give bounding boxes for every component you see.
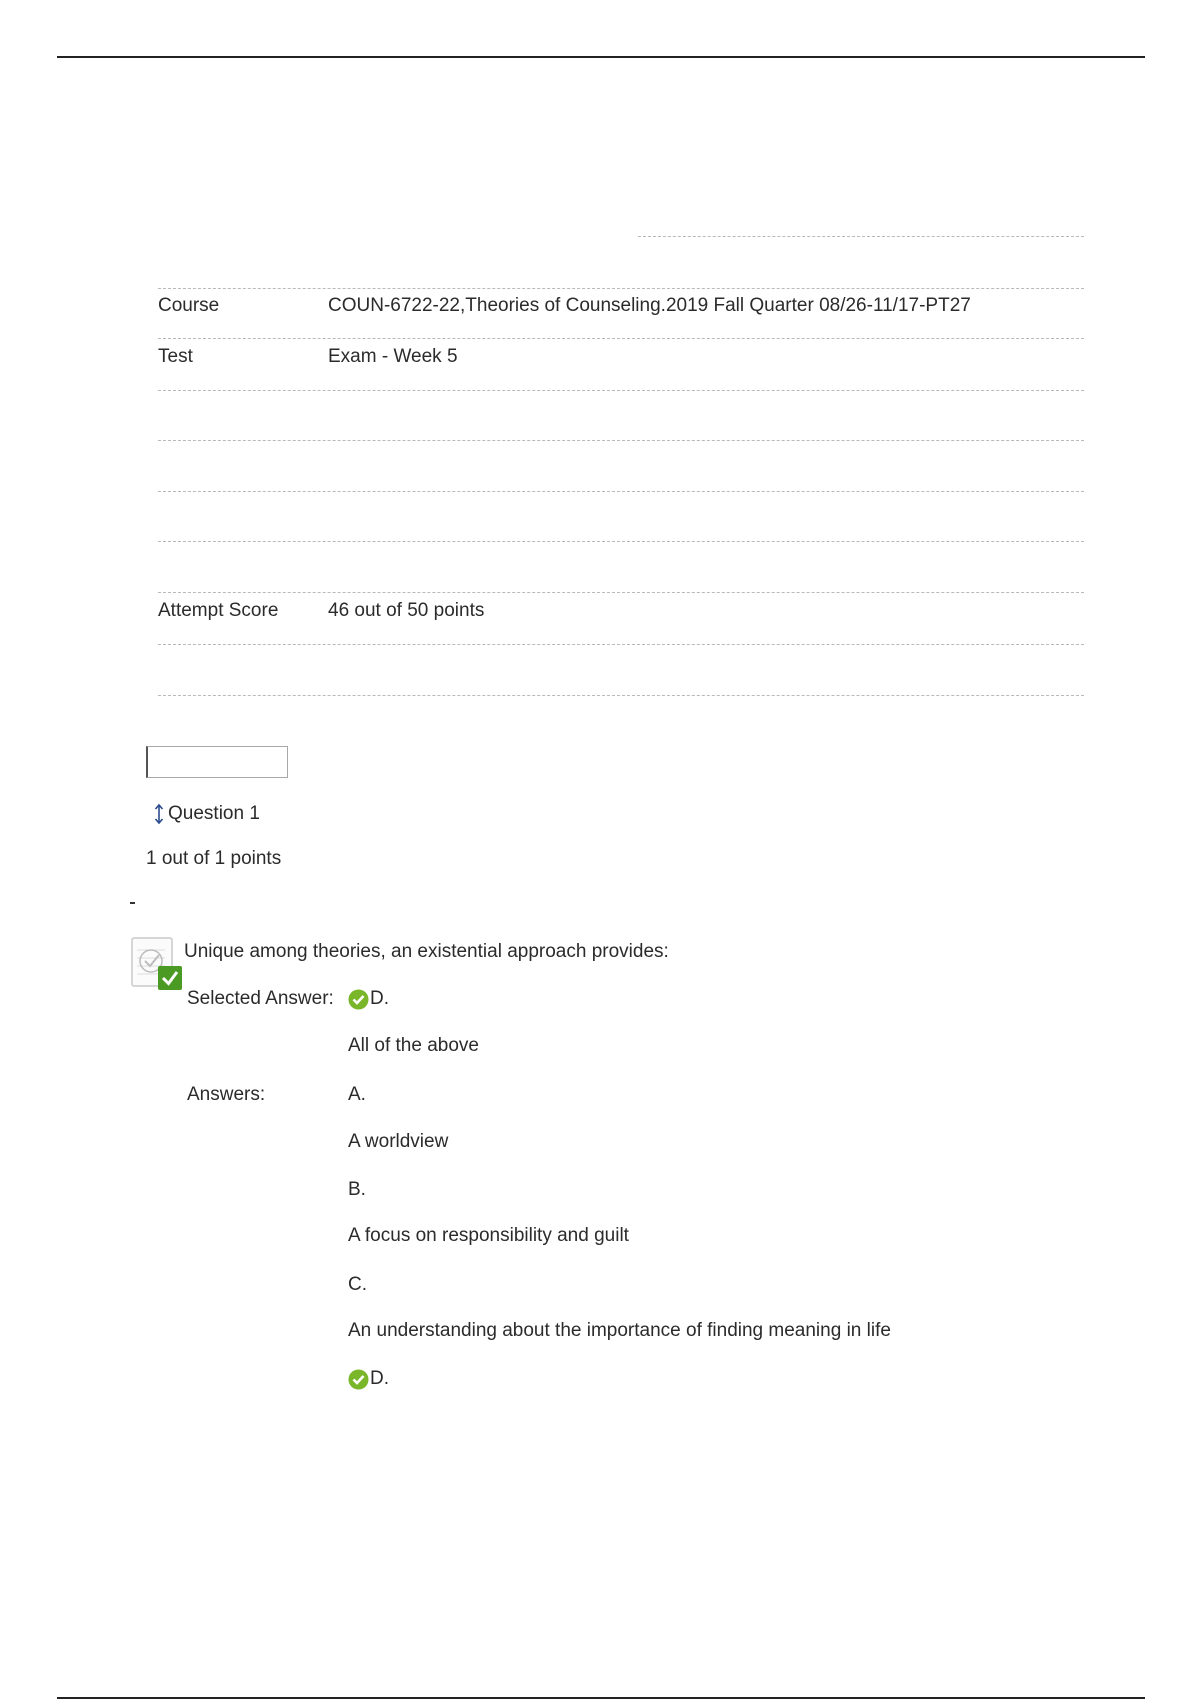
question-title: Question 1 — [168, 803, 260, 824]
answer-text: A worldview — [348, 1131, 449, 1152]
answer-letter: C. — [348, 1274, 367, 1295]
row-separator — [158, 695, 1084, 696]
question-header — [152, 802, 260, 826]
answer-letter: D. — [370, 1368, 389, 1389]
correct-check-icon — [348, 989, 369, 1010]
answer-letter: B. — [348, 1179, 366, 1200]
row-separator — [158, 338, 1084, 339]
row-separator — [158, 288, 1084, 289]
empty-text-box[interactable] — [146, 746, 288, 778]
footer-rule — [57, 1697, 1145, 1699]
selected-answer-text: All of the above — [348, 1035, 479, 1056]
selected-answer-label: Selected Answer: — [187, 988, 334, 1009]
selected-letter-text: D. — [370, 988, 389, 1009]
row-separator — [158, 644, 1084, 645]
question-points: 1 out of 1 points — [146, 848, 282, 869]
answer-letter-correct — [348, 1368, 389, 1390]
row-separator — [158, 390, 1084, 391]
answer-text: A focus on responsibility and guilt — [348, 1225, 629, 1246]
answer-text: An understanding about the importance of finding meaning in life — [348, 1320, 891, 1341]
selected-answer-letter — [348, 988, 389, 1010]
question-text: Unique among theories, an existential approach provides: — [184, 941, 669, 962]
test-label: Test — [158, 346, 193, 367]
row-separator — [158, 440, 1084, 441]
attempt-score-label: Attempt Score — [158, 600, 279, 621]
graded-correct-icon — [129, 936, 185, 994]
row-separator — [158, 491, 1084, 492]
row-separator — [158, 592, 1084, 593]
course-label: Course — [158, 295, 220, 316]
row-separator — [158, 541, 1084, 542]
table-top-separator — [638, 236, 1084, 237]
up-down-arrow-icon[interactable] — [152, 803, 166, 825]
correct-check-icon — [348, 1369, 369, 1390]
attempt-score-value: 46 out of 50 points — [328, 600, 485, 621]
answer-letter: A. — [348, 1084, 366, 1105]
test-value: Exam - Week 5 — [328, 346, 458, 367]
stray-mark — [130, 902, 135, 904]
header-rule — [57, 56, 1145, 58]
course-value: COUN-6722-22,Theories of Counseling.2019 Fall Quarter 08/26-11/17-PT27 — [328, 295, 971, 316]
answers-label: Answers: — [187, 1084, 266, 1105]
